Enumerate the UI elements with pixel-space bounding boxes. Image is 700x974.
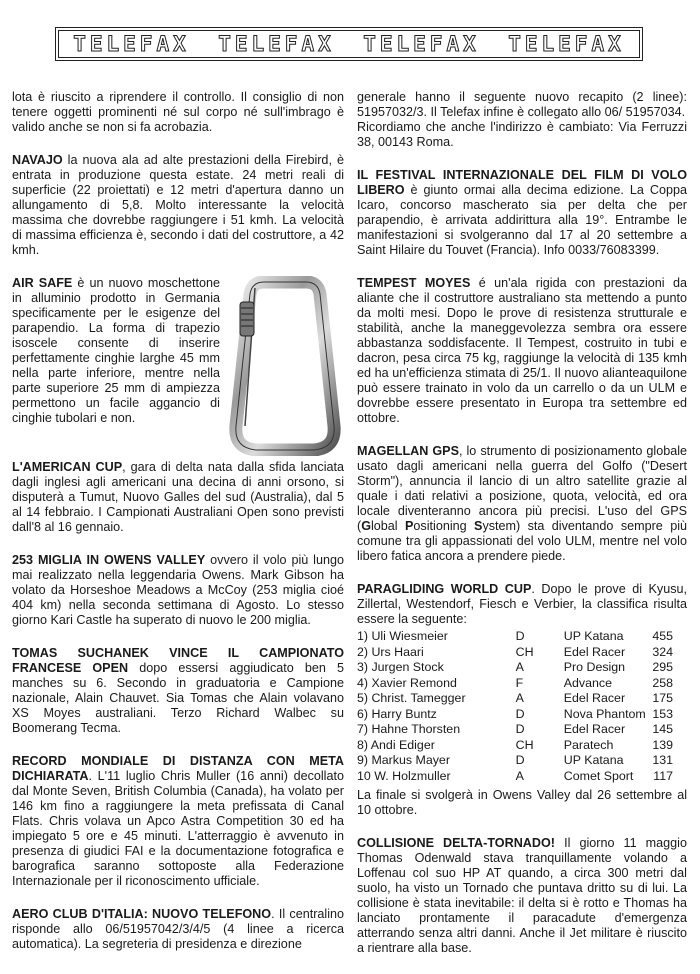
article-body: Il giorno 11 maggio Thomas Odenwald stava tranquillamente volando a Loffenau col suo HP AT quando, a circa 300 metri dal suolo, ha visto un Tornado che puntava dritto su di lui. La collisione è stata inevitabile: il delta si è rotto e Thomas ha lanciato prontamente il paracadute d'emergenza atterrando senza altri danni. Anche il Jet militare è riuscito a rientrare alla base.: [357, 836, 687, 955]
glider-cell: Edel Racer: [563, 722, 626, 736]
owens-valley-article: [12, 553, 344, 628]
article-heading: NAVAJO: [12, 153, 63, 167]
pilot-cell: 6) Harry Buntz: [357, 706, 437, 721]
record-article: [12, 754, 344, 889]
banner-word: TELEFAX: [73, 32, 190, 56]
article-heading: MAGELLAN GPS: [357, 444, 459, 458]
table-row: [357, 738, 687, 754]
gps-letter: P: [405, 519, 414, 533]
standings-table: [357, 629, 687, 784]
article-heading: PARAGLIDING WORLD CUP: [357, 582, 532, 596]
paragliding-article: [357, 582, 687, 627]
points-cell: 153: [652, 706, 673, 721]
navajo-article: [12, 153, 344, 258]
left-column: [12, 90, 344, 970]
continuation-paragraph: generale hanno il seguente nuovo recapito (2 linee): 51957032/3. Il Telefax infine è collegato allo 06/ 51957034.: [357, 90, 687, 119]
article-body: é un'ala rigida con prestazioni da aliante che il costruttore australiano sta mettendo a punto da molti mesi. Dopo le prove di resistenza strutturale e stabilità, anche la maneggevolezza sembra ora essere abbastanza soddisfacente. Il Tempest, costruito in tubi e dacron, pesa circa 75 kg, raggiunge la velocità di 135 kmh ed ha un'efficienza stimata di 25/1. Il nuovo alianteaquilone può essere trainato in volo da un carrello o da un ULM e dovrebbe essere presentato in Europa tra settembre ed ottobre.: [357, 276, 688, 425]
points-cell: 139: [652, 737, 673, 752]
table-row: [357, 707, 687, 723]
nationality-cell: D: [515, 706, 525, 721]
nationality-cell: CH: [515, 644, 534, 659]
article-body: , gara di delta nata dalla sfida lanciata dagli inglesi agli americani una decina di anni orsono, si disputerà a Tumut, Nuovo Galles del sud (Australia), dal 5 al 14 febbraio. I Campionati Australiani Open sono previsti dall'8 al 16 gennaio.: [12, 460, 345, 534]
continuation-paragraph: lota è riuscito a riprendere il controllo. Il consiglio di non tenere oggetti prominenti né sul corpo né sull'imbrago è valido anche se non si fa acrobazia.: [12, 90, 344, 134]
pilot-cell: 3) Jurgen Stock: [357, 660, 444, 674]
points-cell: 175: [652, 691, 673, 705]
points-cell: 324: [652, 644, 673, 659]
article-body: è giunto ormai alla decima edizione. La Coppa Icaro, concorso mascherato sia per delta che per parapendio, è arrivata addirittura alla 19°. Entrambe le manifestazioni si svolgeranno dal 17 al 20 settembre a Saint Hilaire du Touvet (Francia). Info 0033/76083399.: [357, 183, 687, 257]
article-body: dopo essersi aggiudicato ben 5 manches su 6. Secondo in graduatoria e Campione nazionale, Alain Chauvet. Sia Tomas che Alain volavano XS Moyes australiani. Terzo Richard Walbec su Boomerang Tecma.: [12, 661, 344, 735]
table-row: [357, 645, 687, 661]
glider-cell: Advance: [563, 675, 613, 690]
pilot-cell: 9) Markus Mayer: [357, 753, 450, 767]
pilot-cell: 10 W. Holzmuller: [357, 768, 451, 783]
tempest-article: [357, 276, 687, 426]
carabiner-icon: [226, 276, 344, 456]
address-paragraph: Ricordiamo che anche l'indirizzo è cambiato: Via Ferruzzi 38, 00143 Roma.: [357, 120, 687, 149]
article-heading: AERO CLUB D'ITALIA: NUOVO TELEFONO: [12, 907, 272, 921]
points-cell: 258: [652, 675, 673, 690]
glider-cell: Pro Design: [563, 660, 626, 674]
gps-letter: S: [474, 519, 483, 533]
banner-word: TELEFAX: [508, 32, 625, 56]
points-cell: 117: [653, 768, 673, 783]
nationality-cell: D: [515, 753, 525, 767]
article-heading: RECORD MONDIALE DI DISTANZA CON META DICHIARATA: [12, 754, 344, 783]
table-row: [357, 691, 687, 707]
table-row: [357, 676, 687, 692]
right-column: [357, 90, 687, 974]
article-body: . Il centralino risponde allo 06/51957042/3/4/5 (4 linee a ricerca automatica). La segreteria di presidenza e direzione: [12, 907, 344, 951]
gps-word: ositioning: [413, 519, 475, 533]
pilot-cell: 2) Urs Haari: [357, 644, 424, 659]
glider-cell: Edel Racer: [563, 644, 626, 659]
glider-cell: Nova Phantom: [563, 706, 646, 721]
airsafe-article: [12, 276, 344, 426]
table-row: [357, 722, 687, 738]
points-cell: 131: [652, 753, 673, 767]
article-body: ystem) sta diventando sempre più comune tra gli appassionati del volo ULM, mentre nel volo libero fatica ancora a prendere piede.: [357, 519, 688, 563]
carabiner-photo: [226, 276, 344, 456]
nationality-cell: D: [515, 722, 525, 736]
article-heading: AIR SAFE: [12, 276, 73, 290]
points-cell: 455: [652, 629, 673, 643]
gps-letter: G: [361, 519, 371, 533]
points-cell: 145: [652, 722, 673, 736]
paragliding-final: La finale si svolgerà in Owens Valley dal 26 settembre al 10 ottobre.: [357, 788, 687, 817]
pilot-cell: 1) Uli Wiesmeier: [357, 629, 448, 643]
article-body: , lo strumento di posizionamento globale usato dagli americani nella guerra del Golfo ("Desert Storm"), annuncia il lancio di un altro satellite grazie al quale i dati relativi a posizione, quota, velocità, ed ora locale diventeranno ancora più precisi. L'uso del GPS (: [357, 444, 688, 533]
nationality-cell: F: [515, 675, 524, 690]
article-heading: TEMPEST MOYES: [357, 276, 471, 290]
pilot-cell: 5) Christ. Tamegger: [357, 691, 466, 705]
collision-article: [357, 836, 687, 956]
pilot-cell: 8) Andi Ediger: [357, 737, 435, 752]
pilot-cell: 7) Hahne Thorsten: [357, 722, 461, 736]
magellan-article: [357, 444, 687, 564]
american-cup-article: [12, 460, 344, 535]
article-heading: COLLISIONE DELTA-TORNADO!: [357, 836, 555, 850]
points-cell: 295: [652, 660, 673, 674]
article-body: . L'11 luglio Chris Muller (16 anni) decollato dal Monte Seven, British Columbia (Canada), ha volato per 146 km fino a raggiungere la meta prefissata di Canal Flats. Chris volava un Apco Astra Competition 30 ed ha impiegato 5 ore e 45 minuti. L'atterraggio è avvenuto in presenza di giudici FAI e la documentazione fotografica e barografica saranno sottoposte alla Federazione Internazionale per il riconoscimento ufficiale.: [12, 769, 344, 888]
nationality-cell: A: [515, 660, 524, 674]
banner-word: TELEFAX: [218, 32, 335, 56]
table-row: [357, 769, 687, 785]
glider-cell: UP Katana: [563, 753, 624, 767]
table-row: [357, 660, 687, 676]
glider-cell: UP Katana: [563, 629, 624, 643]
pilot-cell: 4) Xavier Remond: [357, 675, 457, 690]
glider-cell: Edel Racer: [563, 691, 626, 705]
nationality-cell: A: [515, 691, 524, 705]
suchanek-article: [12, 646, 344, 736]
nationality-cell: D: [515, 629, 525, 643]
article-heading: IL FESTIVAL INTERNAZIONALE DEL FILM DI VOLO LIBERO: [357, 168, 687, 197]
article-body: la nuova ala ad alte prestazioni della Firebird, è entrata in produzione questa estate. 24 metri reali di superficie (22 proiettati) e 12 metri d'apertura danno un allungamento di 5,8. Molto interessante la velocità massima che dovrebbe raggiungere i 51 kmh. La velocità di massima efficienza è, secondo i dati del costruttore, a 42 kmh.: [12, 153, 344, 257]
banner-word: TELEFAX: [363, 32, 480, 56]
telefax-banner: [58, 30, 640, 58]
festival-article: [357, 168, 687, 258]
article-heading: TOMAS SUCHANEK VINCE IL CAMPIONATO FRANCESE OPEN: [12, 646, 344, 675]
glider-cell: Paratech: [563, 737, 614, 752]
table-row: [357, 753, 687, 769]
article-heading: L'AMERICAN CUP: [12, 460, 123, 474]
nationality-cell: A: [515, 768, 524, 783]
article-body: è un nuovo moschettone in alluminio prodotto in Germania specificamente per le esigenze del parapendio. La forma di trapezio isoscele consente di inserire perfettamente cinghie larghe 45 mm nella parte inferiore, mentre nella parte superiore 25 mm di ampiezza permettono un facile aggancio di cinghie tubolari e non.: [12, 276, 220, 425]
nationality-cell: CH: [515, 737, 534, 752]
table-row: [357, 629, 687, 645]
gps-word: lobal: [371, 519, 406, 533]
glider-cell: Comet Sport: [563, 768, 634, 783]
article-heading: 253 MIGLIA IN OWENS VALLEY: [12, 553, 206, 567]
article-body: ovvero il volo più lungo mai realizzato nella leggendaria Owens. Mark Gibson ha volato da Horseshoe Meadows a McCoy (253 miglia cioé 404 km) nella seconda settimana di Agosto. Lo stesso giorno Kari Castle ha superato di nuovo le 200 miglia.: [12, 553, 344, 627]
aero-club-article: [12, 907, 344, 952]
article-body: . Dopo le prove di Kyusu, Zillertal, Westendorf, Fiesch e Verbier, la classifica risulta essere la seguente:: [357, 582, 688, 626]
